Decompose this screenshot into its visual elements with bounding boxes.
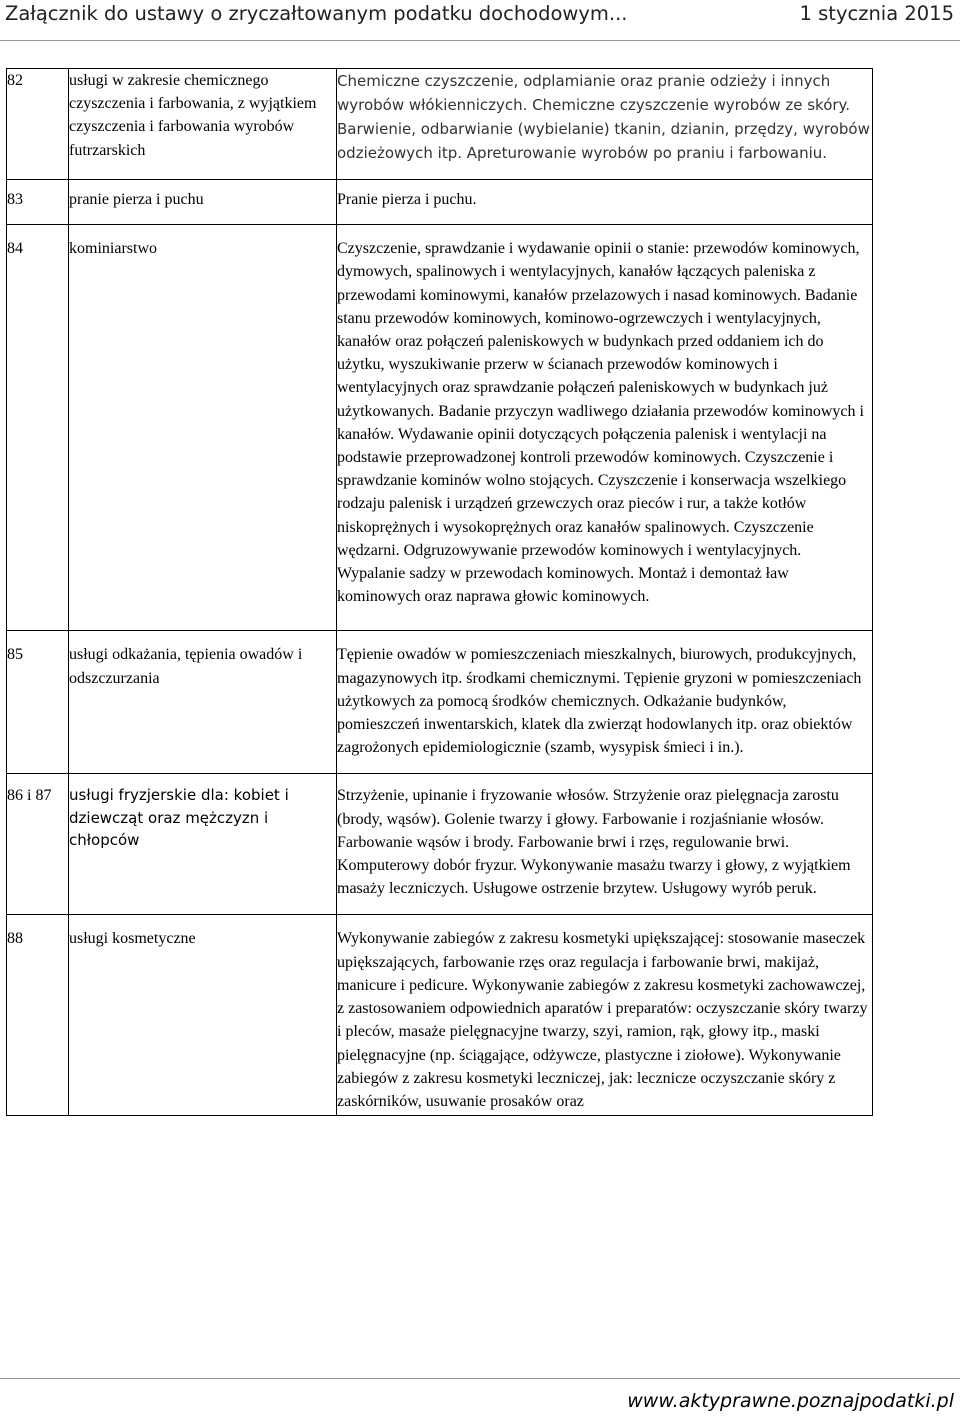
table-row [7, 69, 873, 180]
table-row [7, 915, 873, 1116]
service-name: pranie pierza i puchu [69, 180, 337, 225]
page-header [0, 0, 960, 44]
table-row [7, 180, 873, 225]
row-number: 88 [7, 915, 69, 1116]
row-number: 86 i 87 [7, 774, 69, 915]
footer-url[interactable]: www.aktyprawne.poznajpodatki.pl [627, 1390, 954, 1412]
service-description: Wykonywanie zabiegów z zakresu kosmetyki upiększającej: stosowanie maseczek upiększających, farbowanie rzęs oraz regulacja i farbowanie brwi, makijaż, manicure i pedicure. Wykonywanie zabiegów z zakresu kosmetyki zachowawczej, z zastosowaniem odpowiednich aparatów i preparatów: oczyszczanie skóry twarzy i pleców, masaże pielęgnacyjne twarzy, szyi, ramion, rąk, głowy itp., maski pielęgnacyjne (np. ściągające, odżywcze, plastyczne i ziołowe). Wykonywanie zabiegów z zakresu kosmetyki leczniczej, jak: lecznicze oczyszczanie skóry z zaskórników, usuwanie prosaków oraz [337, 915, 873, 1116]
footer-divider [0, 1378, 960, 1379]
service-name: usługi fryzjerskie dla: kobiet i dziewcząt oraz mężczyzn i chłopców [69, 774, 337, 915]
services-table [6, 68, 873, 1116]
header-divider [0, 40, 960, 41]
table-row [7, 631, 873, 774]
document-date: 1 stycznia 2015 [799, 2, 954, 25]
service-name: usługi odkażania, tępienia owadów i odszczurzania [69, 631, 337, 774]
service-description: Tępienie owadów w pomieszczeniach mieszkalnych, biurowych, produkcyjnych, magazynowych itp. środkami chemicznymi. Tępienie gryzoni w pomieszczeniach użytkowych za pomocą środków chemicznych. Odkażanie budynków, pomieszczeń inwentarskich, klatek dla zwierząt hodowlanych itp. oraz obiektów zagrożonych epidemiologicznie (szamb, wysypisk śmieci i in.). [337, 631, 873, 774]
service-name [69, 69, 337, 180]
service-name: usługi kosmetyczne [69, 915, 337, 1116]
table-row [7, 774, 873, 915]
row-number: 83 [7, 180, 69, 225]
row-number: 84 [7, 225, 69, 631]
row-number: 85 [7, 631, 69, 774]
document-title: Załącznik do ustawy o zryczałtowanym podatku dochodowym... [5, 2, 628, 25]
service-description: Czyszczenie, sprawdzanie i wydawanie opinii o stanie: przewodów kominowych, dymowych, spalinowych i wentylacyjnych, kanałów łączących paleniska z przewodami kominowymi, kanałów przelazowych i nasad kominowych. Badanie stanu przewodów kominowych, kominowo-ogrzewczych i wentylacyjnych, kanałów oraz połączeń paleniskowych w budynkach przed oddaniem ich do użytku, wyszukiwanie przerw w ścianach przewodów kominowych i wentylacyjnych oraz sprawdzanie połączeń paleniskowych w budynkach już użytkowanych. Badanie przyczyn wadliwego działania przewodów kominowych i kanałów. Wydawanie opinii dotyczących połączenia palenisk i wentylacji na podstawie przeprowadzonej kontroli przewodów kominowych. Czyszczenie i sprawdzanie kominów wolno stojących. Czyszczenie i konserwacja wszelkiego rodzaju palenisk i urządzeń grzewczych oraz pieców i rur, a także kotłów niskoprężnych i wysokoprężnych oraz kanałów spalinowych. Czyszczenie wędzarni. Odgruzowywanie przewodów kominowych i wentylacyjnych. Wypalanie sadzy w przewodach kominowych. Montaż i demontaż ław kominowych oraz naprawa głowic kominowych. [337, 225, 873, 631]
service-description: Strzyżenie, upinanie i fryzowanie włosów. Strzyżenie oraz pielęgnacja zarostu (brody, wąsów). Golenie twarzy i głowy. Farbowanie i rozjaśnianie włosów. Farbowanie wąsów i brody. Farbowanie brwi i rzęs, regulowanie brwi. Komputerowy dobór fryzur. Wykonywanie masażu twarzy i głowy, z wyjątkiem masaży leczniczych. Usługowe ostrzenie brzytew. Usługowy wyrób peruk. [337, 774, 873, 915]
row-number: 82 [7, 69, 69, 180]
service-name-text: usługi w zakresie chemicznego czyszczenia i farbowania, z wyjątkiem czyszczenia i farbowania wyrobów futrzarskich [69, 72, 317, 159]
service-description: Pranie pierza i puchu. [337, 180, 873, 225]
service-description: Chemiczne czyszczenie, odplamianie oraz pranie odzieży i innych wyrobów włókienniczych. Chemiczne czyszczenie wyrobów ze skóry. Barwienie, odbarwianie (wybielanie) tkanin, dzianin, przędzy, wyrobów odzieżowych itp. Apreturowanie wyrobów po praniu i farbowaniu. [337, 69, 873, 180]
table-row [7, 225, 873, 631]
service-name: kominiarstwo [69, 225, 337, 631]
